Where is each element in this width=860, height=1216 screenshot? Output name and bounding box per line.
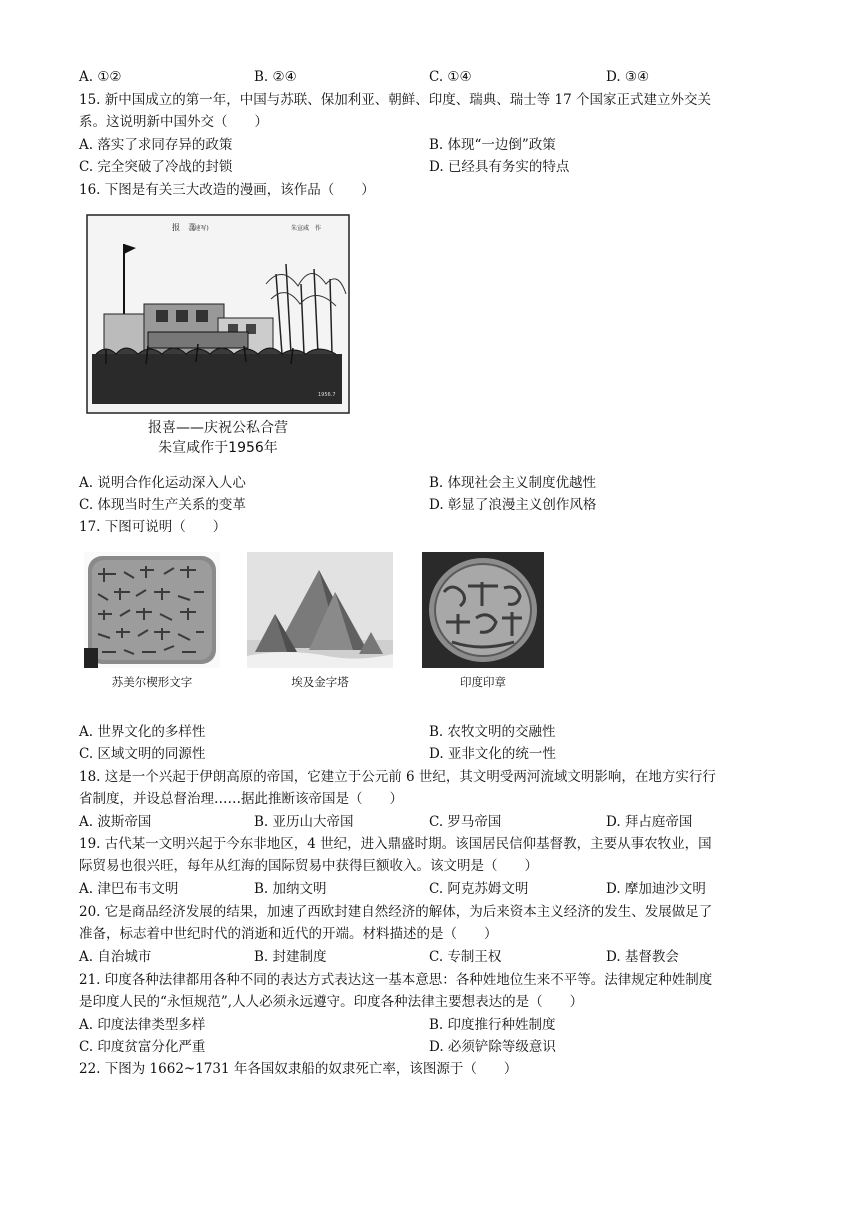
q14-option-d[interactable]: D. ③④	[606, 69, 650, 85]
q16-option-c[interactable]: C. 体现当时生产关系的变革	[79, 497, 246, 513]
q18-stem-line2: 省制度，并设总督治理……据此推断该帝国是（ ）	[79, 791, 403, 807]
q15-options-row1	[79, 135, 799, 155]
q20-option-a[interactable]: A. 自治城市	[79, 949, 152, 965]
q14-option-a[interactable]: A. ①②	[79, 69, 122, 85]
pyramids-image	[247, 552, 393, 668]
cartoon-header-sub: (速写)	[192, 225, 209, 232]
q17-option-b[interactable]: B. 农牧文明的交融性	[429, 724, 556, 740]
q15-stem-line1: 15. 新中国成立的第一年，中国与苏联、保加利亚、朝鲜、印度、瑞典、瑞士等 17 个国家正式建立外交关	[79, 92, 712, 108]
q19-stem-line1: 19. 古代某一文明兴起于今东非地区，4 世纪，进入鼎盛时期。该国居民信仰基督教，主要从事农牧业，国	[79, 836, 712, 852]
q19-options	[79, 879, 799, 899]
q21-stem-line1: 21. 印度各种法律都用各种不同的表达方式表达这一基本意思：各种姓地位生来不平等。法律规定种姓制度	[79, 972, 713, 988]
cuneiform-tablet-image	[84, 552, 220, 668]
q20-stem-line1: 20. 它是商品经济发展的结果，加速了西欧封建自然经济的解体，为后来资本主义经济的发生、发展做足了	[79, 904, 713, 920]
q21-option-c[interactable]: C. 印度贫富分化严重	[79, 1039, 206, 1055]
q17-option-c[interactable]: C. 区域文明的同源性	[79, 746, 206, 762]
q19-option-c[interactable]: C. 阿克苏姆文明	[429, 881, 529, 897]
q18-option-a[interactable]: A. 波斯帝国	[79, 814, 152, 830]
q20-option-c[interactable]: C. 专制王权	[429, 949, 502, 965]
q15-options-row2	[79, 157, 799, 177]
q19-option-a[interactable]: A. 津巴布韦文明	[79, 881, 179, 897]
q21-option-b[interactable]: B. 印度推行种姓制度	[429, 1017, 556, 1033]
svg-text:1956.7: 1956.7	[318, 392, 336, 398]
q21-option-d[interactable]: D. 必须铲除等级意识	[429, 1039, 556, 1055]
q15-option-d[interactable]: D. 已经具有务实的特点	[429, 159, 570, 175]
q15-option-c[interactable]: C. 完全突破了冷战的封锁	[79, 159, 233, 175]
q16-cartoon-figure	[86, 214, 350, 462]
q17-option-a[interactable]: A. 世界文化的多样性	[79, 724, 206, 740]
q16-option-a[interactable]: A. 说明合作化运动深入人心	[79, 475, 246, 491]
q14-options	[79, 67, 799, 87]
q17-option-d[interactable]: D. 亚非文化的统一性	[429, 746, 556, 762]
q21-stem-line2: 是印度人民的“永恒规范”,人人必须永远遵守。印度各种法律主要想表达的是（ ）	[79, 994, 584, 1010]
q21-options-row2	[79, 1037, 799, 1057]
q17-options-row2	[79, 744, 799, 764]
cartoon-caption-line2: 朱宣咸作于1956年	[158, 440, 278, 456]
cartoon-header-title: 报 喜	[172, 223, 196, 232]
cartoon-caption-line1: 报喜——庆祝公私合营	[148, 420, 288, 436]
q15-stem-line2: 系。这说明新中国外交（ ）	[79, 114, 268, 130]
q16-options-row2	[79, 495, 799, 515]
cartoon-illustration	[86, 214, 350, 414]
q21-options-row1	[79, 1015, 799, 1035]
q20-option-b[interactable]: B. 封建制度	[254, 949, 327, 965]
q19-option-d[interactable]: D. 摩加迪沙文明	[606, 881, 706, 897]
q18-option-b[interactable]: B. 亚历山大帝国	[254, 814, 354, 830]
indian-seal-caption: 印度印章	[460, 675, 506, 689]
pyramids-caption: 埃及金字塔	[291, 675, 349, 689]
q15-option-b[interactable]: B. 体现“一边倒”政策	[429, 137, 556, 153]
q14-option-c[interactable]: C. ①④	[429, 69, 472, 85]
q16-option-b[interactable]: B. 体现社会主义制度优越性	[429, 475, 597, 491]
q18-option-d[interactable]: D. 拜占庭帝国	[606, 814, 693, 830]
q17-options-row1	[79, 722, 799, 742]
q16-option-d[interactable]: D. 彰显了浪漫主义创作风格	[429, 497, 597, 513]
q14-option-b[interactable]: B. ②④	[254, 69, 297, 85]
q20-stem-line2: 准备，标志着中世纪时代的消逝和近代的开端。材料描述的是（ ）	[79, 926, 498, 942]
cartoon-header-author: 朱宣咸 作	[291, 225, 322, 232]
q15-option-a[interactable]: A. 落实了求同存异的政策	[79, 137, 233, 153]
cuneiform-caption: 苏美尔楔形文字	[111, 675, 193, 689]
q21-option-a[interactable]: A. 印度法律类型多样	[79, 1017, 206, 1033]
indian-seal-image	[422, 552, 544, 668]
q16-options-row1	[79, 473, 799, 493]
q22-stem: 22. 下图为 1662~1731 年各国奴隶船的奴隶死亡率，该图源于（ ）	[79, 1061, 518, 1077]
q19-stem-line2: 际贸易也很兴旺，每年从红海的国际贸易中获得巨额收入。该文明是（ ）	[79, 858, 538, 874]
q20-option-d[interactable]: D. 基督教会	[606, 949, 679, 965]
q17-stem: 17. 下图可说明（ ）	[79, 519, 227, 535]
q18-option-c[interactable]: C. 罗马帝国	[429, 814, 502, 830]
q16-stem: 16. 下图是有关三大改造的漫画，该作品（ ）	[79, 182, 375, 198]
q18-stem-line1: 18. 这是一个兴起于伊朗高原的帝国，它建立于公元前 6 世纪，其文明受两河流域文明影响，在地方实行行	[79, 769, 716, 785]
q18-options	[79, 812, 799, 832]
q20-options	[79, 947, 799, 967]
q19-option-b[interactable]: B. 加纳文明	[254, 881, 327, 897]
